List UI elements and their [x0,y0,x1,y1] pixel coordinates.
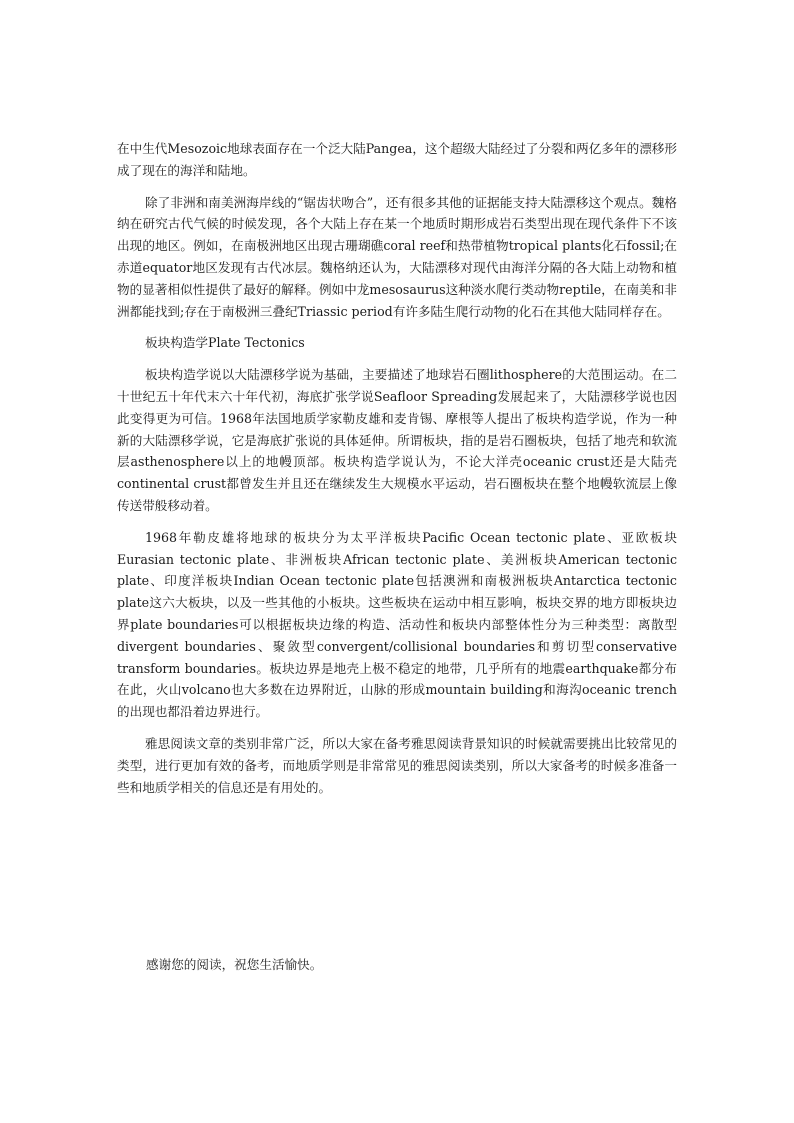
article-body [117,138,677,798]
closing-note: 感谢您的阅读，祝您生活愉快。 [146,957,323,972]
paragraph-continental-drift-evidence: 除了非洲和南美洲海岸线的“锯齿状吻合”，还有很多其他的证据能支持大陆漂移这个观点。魏格纳在研究古代气候的时候发现，各个大陆上存在某一个地质时期形成岩石类型出现在现代条件下不该出现的地区。例如，在南极洲地区出现古珊瑚礁coral reef和热带植物tropical plants化石fossil;在赤道equator地区发现有古代冰层。魏格纳还认为，大陆漂移对现代由海洋分隔的各大陆上动物和植物的显著相似性提供了最好的解释。例如中龙mesosaurus这种淡水爬行类动物reptile，在南美和非洲都能找到;存在于南极洲三叠纪Triassic period有许多陆生爬行动物的化石在其他大陆同样存在。 [117,194,677,319]
paragraph-pangea: 在中生代Mesozoic地球表面存在一个泛大陆Pangea，这个超级大陆经过了分裂和两亿多年的漂移形成了现在的海洋和陆地。 [117,141,677,178]
paragraph-plate-tectonics-theory: 板块构造学说以大陆漂移学说为基础，主要描述了地球岩石圈lithosphere的大范围运动。在二十世纪五十年代末六十年代初，海底扩张学说Seafloor Spreading发展起来了，大陆漂移学说也因此变得更为可信。1968年法国地质学家勒皮雄和麦肯锡、摩根等人提出了板块构造学说，作为一种新的大陆漂移学说，它是海底扩张说的具体延伸。所谓板块，指的是岩石圈板块，包括了地壳和软流层asthenosphere以上的地幔顶部。板块构造学说认为，不论大洋壳oceanic crust还是大陆壳continental crust都曾发生并且还在继续发生大规模水平运动，岩石圈板块在整个地幔软流层上像传送带般移动着。 [117,367,677,513]
paragraph-ielts-advice: 雅思阅读文章的类别非常广泛，所以大家在备考雅思阅读背景知识的时候就需要挑出比较常见的类型，进行更加有效的备考，而地质学则是非常常见的雅思阅读类别，所以大家备考的时候多准备一些和地质学相关的信息还是有用处的。 [117,735,677,795]
section-heading-plate-tectonics: 板块构造学Plate Tectonics [145,335,305,351]
paragraph-plate-boundaries: 1968年勒皮雄将地球的板块分为太平洋板块Pacific Ocean tectonic plate、亚欧板块Eurasian tectonic plate、非洲板块African tectonic plate、美洲板块American tectonic plate、印度洋板块Indian Ocean tectonic plate包括澳洲和南极洲板块Antarctica tectonic plate这六大板块，以及一些其他的小板块。这些板块在运动中相互影响，板块交界的地方即板块边界plate boundaries可以根据板块边缘的构造、活动性和板块内部整体性分为三种类型：离散型divergent boundaries、聚敛型convergent/collisional boundaries和剪切型conservative transform boundaries。板块边界是地壳上极不稳定的地带，几乎所有的地震earthquake都分布在此，火山volcano也大多数在边界附近，山脉的形成mountain building和海沟oceanic trench的出现也都沿着边界进行。 [117,529,677,720]
